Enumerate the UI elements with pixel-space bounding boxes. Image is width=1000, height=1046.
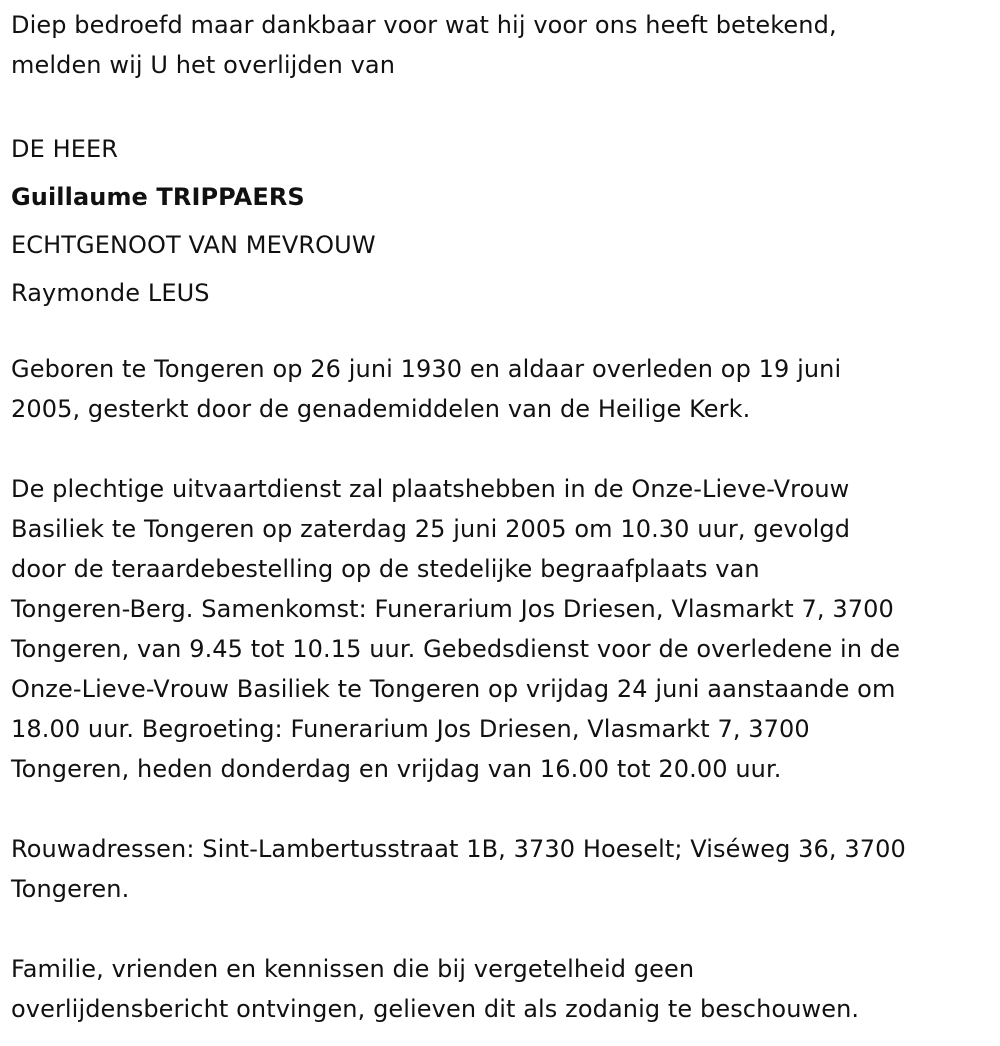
ceremony-line-5: Tongeren, van 9.45 tot 10.15 uur. Gebedsdienst voor de overledene in de: [11, 635, 901, 663]
closing-paragraph: [11, 949, 991, 1029]
ceremony-line-2: Basiliek te Tongeren op zaterdag 25 juni 2005 om 10.30 uur, gevolgd: [11, 515, 851, 543]
spouse-name: Raymonde LEUS: [11, 279, 210, 307]
spacer: [11, 789, 991, 829]
obituary-document: [11, 5, 991, 1029]
birth-death-paragraph: [11, 349, 991, 429]
intro-paragraph: [11, 5, 991, 85]
addresses-paragraph: [11, 829, 991, 909]
ceremony-line-7: 18.00 uur. Begroeting: Funerarium Jos Driesen, Vlasmarkt 7, 3700: [11, 715, 810, 743]
spacer: [11, 85, 991, 125]
ceremony-line-8: Tongeren, heden donderdag en vrijdag van 16.00 tot 20.00 uur.: [11, 755, 782, 783]
intro-line-1: Diep bedroefd maar dankbaar voor wat hij voor ons heeft betekend,: [11, 11, 837, 39]
addresses-line-2: Tongeren.: [11, 875, 130, 903]
relation-label: ECHTGENOOT VAN MEVROUW: [11, 231, 376, 259]
ceremony-line-1: De plechtige uitvaartdienst zal plaatshebben in de Onze-Lieve-Vrouw: [11, 475, 850, 503]
intro-line-2: melden wij U het overlijden van: [11, 51, 396, 79]
ceremony-line-4: Tongeren-Berg. Samenkomst: Funerarium Jos Driesen, Vlasmarkt 7, 3700: [11, 595, 894, 623]
honorific: DE HEER: [11, 135, 119, 163]
deceased-block: [11, 125, 991, 317]
addresses-line-1: Rouwadressen: Sint-Lambertusstraat 1B, 3730 Hoeselt; Viséweg 36, 3700: [11, 835, 906, 863]
spacer: [11, 317, 991, 349]
birth-death-line-1: Geboren te Tongeren op 26 juni 1930 en aldaar overleden op 19 juni: [11, 355, 842, 383]
birth-death-line-2: 2005, gesterkt door de genademiddelen van de Heilige Kerk.: [11, 395, 751, 423]
spacer: [11, 909, 991, 949]
ceremony-paragraph: [11, 469, 991, 789]
closing-line-1: Familie, vrienden en kennissen die bij vergetelheid geen: [11, 955, 695, 983]
spacer: [11, 429, 991, 469]
closing-line-2: overlijdensbericht ontvingen, gelieven dit als zodanig te beschouwen.: [11, 995, 860, 1023]
ceremony-line-6: Onze-Lieve-Vrouw Basiliek te Tongeren op vrijdag 24 juni aanstaande om: [11, 675, 896, 703]
ceremony-line-3: door de teraardebestelling op de stedelijke begraafplaats van: [11, 555, 760, 583]
deceased-name: Guillaume TRIPPAERS: [11, 183, 305, 211]
